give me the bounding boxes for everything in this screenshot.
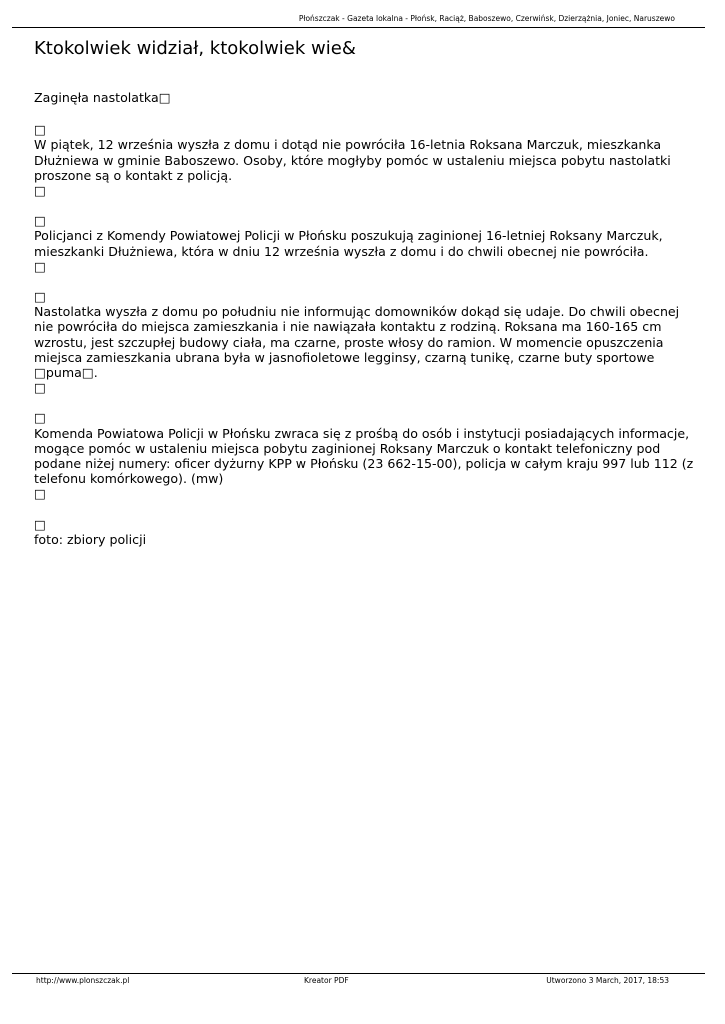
spacer — [34, 274, 694, 289]
placeholder-glyph-line: □ — [34, 122, 46, 138]
spacer — [34, 395, 694, 410]
paragraph-police-search: Policjanci z Komendy Powiatowej Policji w Płońsku poszukują zaginionej 16-letniej Roksany Marczuk, mieszkanki Dłużniewa, która w dniu 12 września wyszła z domu i do chwili obecnej nie powróciła. — [34, 228, 663, 259]
paragraph-description: Nastolatka wyszła z domu po południu nie informując domowników dokąd się udaje. Do chwili obecnej nie powróciła do miejsca zamieszkania i nie nawiązała kontaktu z rodziną. Roksana ma 160-165 cm wzrostu, jest szczupłej budowy ciała, ma czarne, proste włosy do ramion. W momencie opuszczenia miejsca zamieszkania ubrana była w jasnofioletowe legginsy, czarną tunikę, czarne buty sportowe □puma□. — [34, 304, 680, 381]
placeholder-glyph-line: □ — [34, 213, 46, 229]
placeholder-glyph-line: □ — [34, 258, 46, 274]
spacer — [34, 105, 694, 122]
article-title: Ktokolwiek widział, ktokolwiek wie& — [34, 38, 356, 59]
footer-url: http://www.plonszczak.pl — [36, 976, 130, 985]
placeholder-glyph-line: □ — [34, 516, 46, 532]
photo-credit: foto: zbiory policji — [34, 531, 147, 547]
footer-created-date: Utworzono 3 March, 2017, 18:53 — [546, 976, 669, 985]
article-subtitle: Zaginęła nastolatka□ — [34, 90, 171, 105]
paragraph-intro: W piątek, 12 września wyszła z domu i dotąd nie powróciła 16-letnia Roksana Marczuk, mieszkanka Dłużniewa w gminie Baboszewo. Osoby, które mogłyby pomóc w ustaleniu miejsca pobytu nastolatki proszone są o kontakt z policją. — [34, 137, 671, 183]
placeholder-glyph-line: □ — [34, 289, 46, 305]
header-divider — [12, 27, 705, 28]
placeholder-glyph-line: □ — [34, 183, 46, 199]
placeholder-glyph-line: □ — [34, 380, 46, 396]
paragraph-contact-appeal: Komenda Powiatowa Policji w Płońsku zwraca się z prośbą do osób i instytucji posiadających informacje, mogące pomóc w ustaleniu miejsca pobytu zaginionej Roksany Marczuk o kontakt telefoniczny pod podane niżej numery: oficer dyżurny KPP w Płońsku (23 662-15-00), policja w całym kraju 997 lub 112 (z telefonu komórkowego). (mw) — [34, 425, 694, 487]
placeholder-glyph-line: □ — [34, 486, 46, 502]
spacer — [34, 198, 694, 213]
running-header: Płońszczak - Gazeta lokalna - Płońsk, Raciąż, Baboszewo, Czerwińsk, Dzierzążnia, Joniec, Naruszewo — [298, 14, 675, 23]
article-body — [34, 90, 694, 547]
footer-divider — [12, 973, 705, 974]
placeholder-glyph-line: □ — [34, 410, 46, 426]
footer-generator: Kreator PDF — [304, 976, 349, 985]
spacer — [34, 502, 694, 517]
